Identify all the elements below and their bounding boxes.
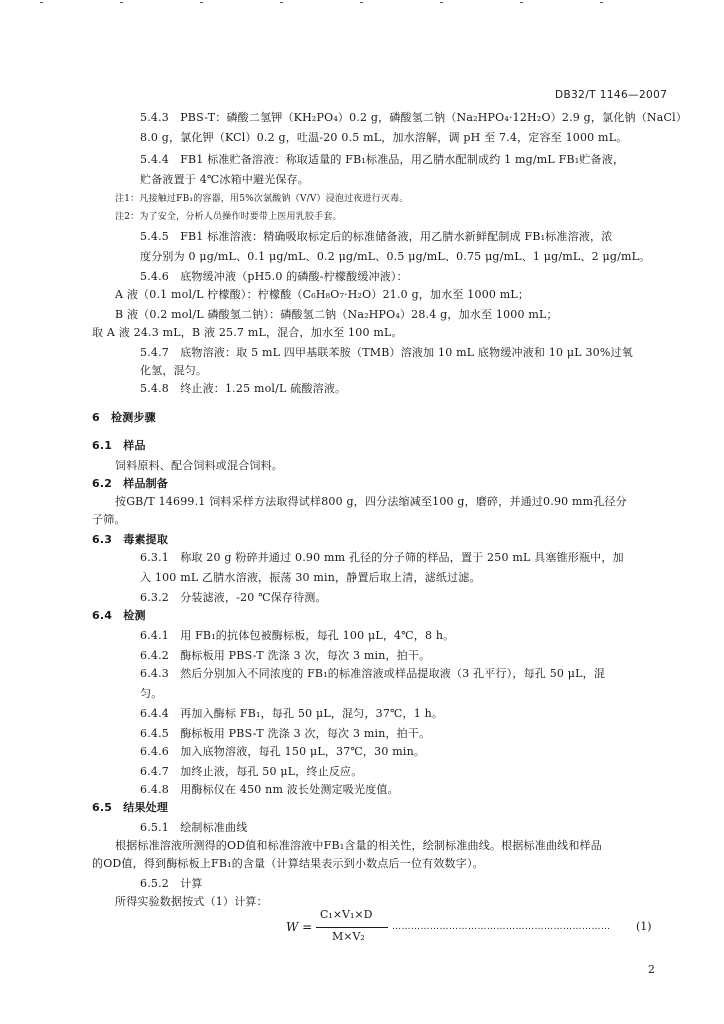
section-6-5-heading: 6.5 结果处理 [92, 801, 169, 814]
section-6-heading: 6 检测步骤 [92, 411, 156, 424]
clause-6-5-2: 6.5.2 计算 [140, 877, 203, 890]
clause-5-4-3-cont: 8.0 g，氯化钾（KCl）0.2 g，吐温-20 0.5 mL，加水溶解，调 pH 至 7.4，定容至 1000 mL。 [140, 131, 628, 144]
fraction-bar [316, 927, 388, 928]
clause-6-4-1: 6.4.1 用 FB₁的抗体包被酶标板，每孔 100 μL，4℃，8 h。 [140, 629, 455, 642]
formula-fraction [316, 908, 388, 946]
solution-a: A 液（0.1 mol/L 柠檬酸）：柠檬酸（C₆H₈O₇·H₂O）21.0 g，加水至 1000 mL； [115, 288, 530, 301]
clause-6-4-6: 6.4.6 加入底物溶液，每孔 150 μL，37℃，30 min。 [140, 745, 426, 758]
clause-6-3-2: 6.3.2 分装滤液，-20 ℃保存待测。 [140, 591, 327, 604]
solution-b: B 液（0.2 mol/L 磷酸氢二钠）：磷酸氢二钠（Na₂HPO₄）28.4 g，加水至 1000 mL； [115, 308, 558, 321]
formula-number: (1) [636, 920, 652, 933]
section-6-2-heading: 6.2 样品制备 [92, 477, 169, 490]
formula-leader-dots: …………………………………………………………… [392, 922, 611, 932]
clause-6-4-8: 6.4.8 用酶标仪在 450 nm 波长处测定吸光度值。 [140, 783, 399, 796]
clause-5-4-4-cont: 贮备液置于 4℃冰箱中避光保存。 [140, 173, 309, 186]
scan-artifact [280, 2, 283, 3]
scan-artifact [120, 2, 123, 3]
standard-code: DB32/T 1146—2007 [555, 89, 668, 101]
clause-6-5-1-text: 根据标准溶液所测得的OD值和标准溶液中FB₁含量的相关性，绘制标准曲线。根据标准曲线和样品 [115, 839, 602, 852]
formula-numerator: C₁×V₁×D [320, 908, 373, 921]
clause-6-4-3-cont: 匀。 [140, 687, 163, 700]
section-6-2-text-cont: 子筛。 [92, 513, 126, 526]
clause-6-4-3: 6.4.3 然后分别加入不同浓度的 FB₁的标准溶液或样品提取液（3 孔平行），每孔 50 μL，混 [140, 667, 606, 680]
clause-5-4-8: 5.4.8 终止液：1.25 mol/L 硫酸溶液。 [140, 382, 347, 395]
section-6-1-text: 饲料原料、配合饲料或混合饲料。 [115, 459, 283, 472]
note-2: 注2：为了安全，分析人员操作时要带上医用乳胶手套。 [115, 212, 342, 222]
clause-6-5-2-text: 所得实验数据按式（1）计算： [115, 895, 268, 908]
section-6-3-heading: 6.3 毒素提取 [92, 533, 169, 546]
scan-artifact [40, 2, 43, 3]
clause-6-4-7: 6.4.7 加终止液，每孔 50 μL，终止反应。 [140, 765, 363, 778]
formula-denominator: M×V₂ [332, 930, 365, 943]
clause-5-4-7: 5.4.7 底物溶液：取 5 mL 四甲基联苯胺（TMB）溶液加 10 mL 底物缓冲液和 10 μL 30%过氧 [140, 346, 633, 359]
solution-mix: 取 A 液 24.3 mL，B 液 25.7 mL，混合，加水至 100 mL。 [92, 326, 403, 339]
clause-6-3-1-cont: 入 100 mL 乙腈水溶液，振荡 30 min，静置后取上清，滤纸过滤。 [140, 571, 481, 584]
clause-5-4-4: 5.4.4 FB1 标准贮备溶液：称取适量的 FB₁标准品，用乙腈水配制成约 1 mg/mL FB₁贮备液， [140, 153, 625, 166]
scan-artifact [440, 2, 443, 3]
clause-6-5-1: 6.5.1 绘制标准曲线 [140, 821, 248, 834]
note-1: 注1：凡接触过FB₁的容器，用5%次氯酸钠（V/V）浸泡过夜进行灭毒。 [115, 194, 409, 204]
section-6-2-text: 按GB/T 14699.1 饲料采样方法取得试样800 g，四分法缩减至100 g，磨碎，并通过0.90 mm孔径分 [115, 495, 627, 508]
clause-5-4-7-cont: 化氢，混匀。 [140, 364, 208, 377]
clause-5-4-5-cont: 度分别为 0 μg/mL、0.1 μg/mL、0.2 μg/mL、0.5 μg/mL、0.75 μg/mL、1 μg/mL、2 μg/mL。 [140, 250, 651, 263]
clause-6-4-2: 6.4.2 酶标板用 PBS-T 洗涤 3 次，每次 3 min，拍干。 [140, 649, 431, 662]
clause-5-4-5: 5.4.5 FB1 标准溶液：精确吸取标定后的标准储备液，用乙腈水新鲜配制成 FB₁标准溶液，浓 [140, 230, 613, 243]
section-6-1-heading: 6.1 样品 [92, 439, 146, 452]
clause-5-4-3: 5.4.3 PBS-T：磷酸二氢钾（KH₂PO₄）0.2 g，磷酸氢二钠（Na₂HPO₄·12H₂O）2.9 g，氯化钠（NaCl） [140, 111, 688, 124]
scan-artifact [520, 2, 523, 3]
clause-6-3-1: 6.3.1 称取 20 g 粉碎并通过 0.90 mm 孔径的分子筛的样品，置于 250 mL 具塞锥形瓶中，加 [140, 551, 624, 564]
scan-artifact [360, 2, 363, 3]
clause-6-5-1-text-cont: 的OD值，得到酶标板上FB₁的含量（计算结果表示到小数点后一位有效数字）。 [92, 857, 484, 870]
section-6-4-heading: 6.4 检测 [92, 609, 146, 622]
clause-6-4-5: 6.4.5 酶标板用 PBS-T 洗涤 3 次，每次 3 min，拍干。 [140, 727, 431, 740]
scan-artifact [200, 2, 203, 3]
formula-lhs: W = [286, 920, 313, 934]
clause-6-4-4: 6.4.4 再加入酶标 FB₁，每孔 50 μL，混匀，37℃，1 h。 [140, 707, 444, 720]
scan-artifact [600, 2, 603, 3]
clause-5-4-6: 5.4.6 底物缓冲液（pH5.0 的磷酸-柠檬酸缓冲液）： [140, 270, 408, 283]
page-number: 2 [648, 963, 655, 976]
